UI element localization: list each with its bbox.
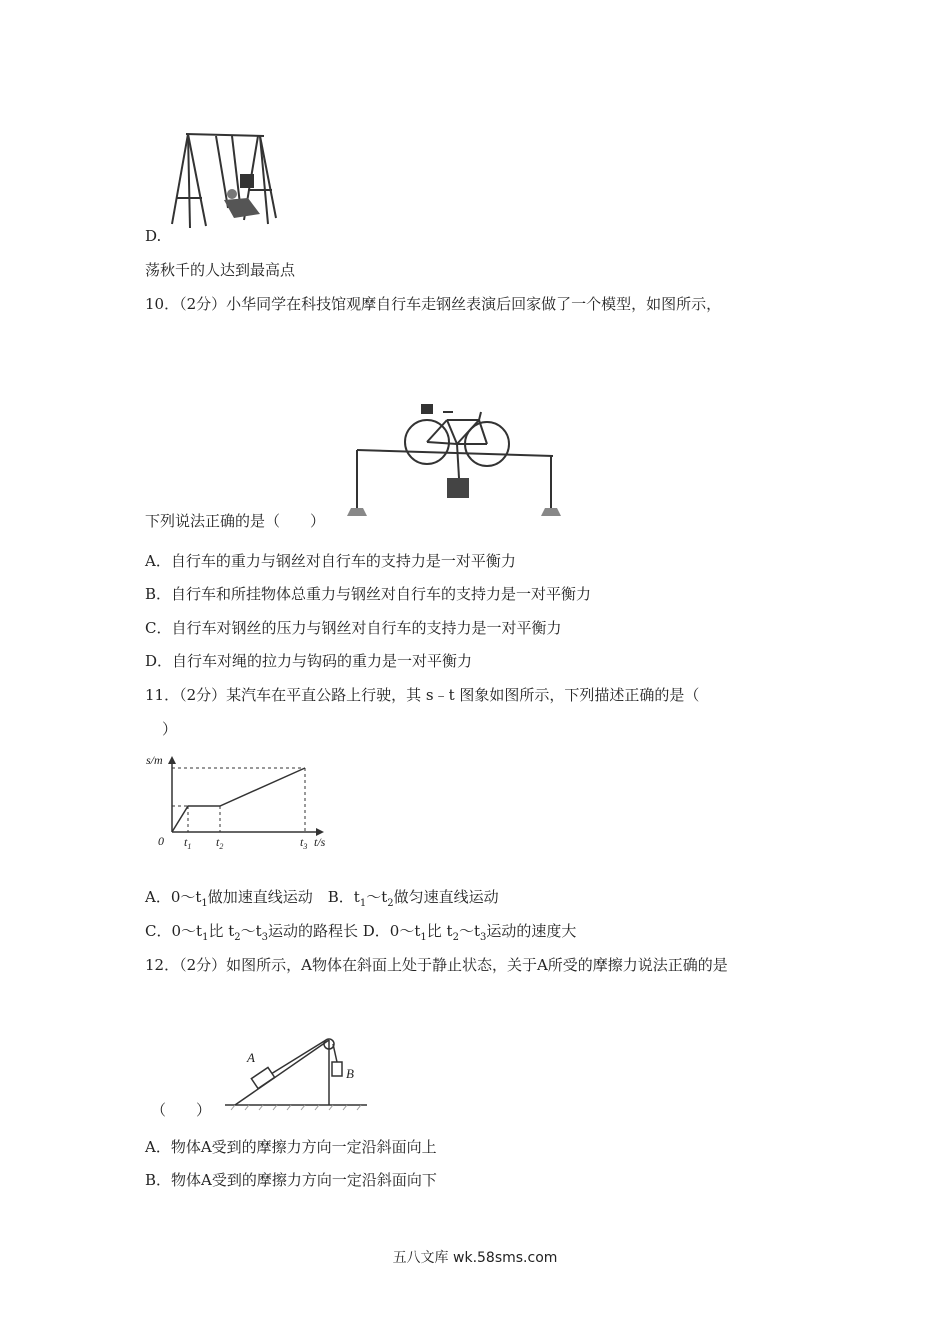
st-graph	[146, 752, 336, 852]
q11-stem-line1: 11．（2分）某汽车在平直公路上行驶，其 s﹣t 图象如图所示，下列描述正确的是（	[145, 686, 700, 704]
q10-option-c: C．自行车对钢丝的压力与钢丝对自行车的支持力是一对平衡力	[145, 619, 562, 637]
q10-option-a: A．自行车的重力与钢丝对自行车的支持力是一对平衡力	[145, 552, 516, 570]
svg-text:t2: $t_2$	[216, 835, 224, 851]
incline-label-a: A	[247, 1050, 255, 1065]
svg-text:t1: $t_1$	[184, 835, 192, 851]
q10-stem-line1: 10．（2分）小华同学在科技馆观摩自行车走钢丝表演后回家做了一个模型，如图所示，	[145, 295, 722, 313]
svg-text:t3: $t_3$	[300, 835, 308, 851]
q12-stem-line2: （ ）	[151, 1101, 212, 1119]
q10-option-d: D．自行车对绳的拉力与钩码的重力是一对平衡力	[145, 652, 473, 670]
q11-stem-line2: ）	[162, 720, 178, 738]
q12-option-b: B．物体A受到的摩擦力方向一定沿斜面向下	[145, 1171, 437, 1189]
graph-t2-label: t	[216, 835, 220, 849]
bicycle-tightrope-figure	[343, 398, 568, 524]
q9-option-d-letter: D.	[145, 227, 162, 245]
incline-label-b: B	[346, 1066, 354, 1081]
graph-y-arrow	[168, 756, 176, 764]
graph-origin: 0	[158, 834, 164, 848]
q11-option-cd: C．$0\sim t_1$比 $t_2\sim t_3$运动的路程长 D．$0\sim t_1$比 $t_2\sim t_3$运动的速度大	[145, 922, 577, 943]
q10-option-b: B．自行车和所挂物体总重力与钢丝对自行车的支持力是一对平衡力	[145, 585, 592, 603]
graph-x-label: t/s	[314, 835, 326, 849]
graph-line	[172, 768, 305, 832]
q9-option-d-text: 荡秋千的人达到最高点	[145, 261, 296, 279]
incline-figure	[225, 1028, 370, 1114]
q11-option-ab: A．$0\sim t_1$做加速直线运动 B．$t_1\sim t_2$做匀速直线运动	[145, 888, 499, 909]
footer: 五八文库 wk.58sms.com	[392, 1250, 558, 1266]
swing-figure	[168, 128, 280, 240]
graph-t1-label: t	[184, 835, 188, 849]
graph-t3-label: t	[300, 835, 304, 849]
graph-y-label: s/m	[146, 753, 163, 767]
q10-stem-line2: 下列说法正确的是（ ）	[145, 512, 326, 530]
q12-stem-line1: 12．（2分）如图所示，A物体在斜面上处于静止状态，关于A所受的摩擦力说法正确的是	[145, 956, 728, 974]
q12-option-a: A．物体A受到的摩擦力方向一定沿斜面向上	[145, 1138, 437, 1156]
